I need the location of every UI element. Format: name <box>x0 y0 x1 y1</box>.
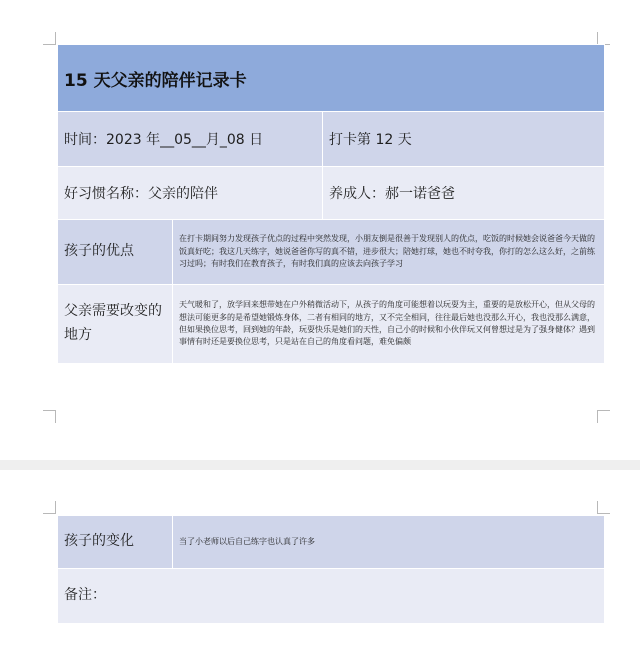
child-change-label[interactable]: 孩子的变化 <box>58 516 173 569</box>
record-card-table <box>57 44 605 364</box>
page-corner-mark-top-left <box>43 501 56 514</box>
page-gap <box>0 460 640 470</box>
title-row <box>58 45 605 112</box>
page-corner-mark-bottom-right <box>597 410 610 423</box>
father-change-text[interactable]: 天气暖和了，放学回来想带她在户外稍微活动下，从孩子的角度可能想着以玩耍为主，重要的是放松开心，但从父母的想法可能更多的是希望她锻炼身体，二者有相同的地方，又不完全相同，往往最后她也没那么开心，我也没那么满意，但如果换位思考，回到她的年龄，玩耍快乐是她们的天性，自己小的时候和小伙伴玩又何曾想过是为了强身健体？遇到事情有时还是要换位思考，只是站在自己的角度看问题，难免偏颇 <box>173 285 605 364</box>
child-change-text[interactable]: 当了小老师以后自己练字也认真了许多 <box>173 516 605 569</box>
habit-row <box>58 167 605 220</box>
page-corner-mark-bottom-left <box>43 410 56 423</box>
cultivator-cell[interactable]: 养成人：郝一诺爸爸 <box>323 167 605 220</box>
habit-name-cell[interactable]: 好习惯名称：父亲的陪伴 <box>58 167 323 220</box>
notes-row <box>58 569 605 624</box>
father-change-row <box>58 285 605 364</box>
checkin-cell[interactable]: 打卡第 12 天 <box>323 112 605 167</box>
strengths-text[interactable]: 在打卡期间努力发现孩子优点的过程中突然发现，小朋友倒是很善于发现别人的优点，吃饭的时候她会说爸爸今天做的饭真好吃；我这几天练字，她说爸爸你写的真不错，进步很大；陪她打球，她也不时夸我，你打的怎么这么好，之前练习过吗；有时我们在教育孩子，有时我们真的应该去向孩子学习 <box>173 220 605 285</box>
card-title[interactable]: 15 天父亲的陪伴记录卡 <box>58 45 605 112</box>
strengths-label[interactable]: 孩子的优点 <box>58 220 173 285</box>
date-cell[interactable]: 时间：2023 年__05__月_08 日 <box>58 112 323 167</box>
child-change-row <box>58 516 605 569</box>
father-change-label[interactable]: 父亲需要改变的地方 <box>58 285 173 364</box>
notes-label[interactable]: 备注： <box>58 569 605 624</box>
strengths-row <box>58 220 605 285</box>
date-row <box>58 112 605 167</box>
record-card-table-continued <box>57 515 605 624</box>
page-corner-mark-top-right <box>597 501 610 514</box>
page-corner-mark-top-left <box>43 32 56 45</box>
